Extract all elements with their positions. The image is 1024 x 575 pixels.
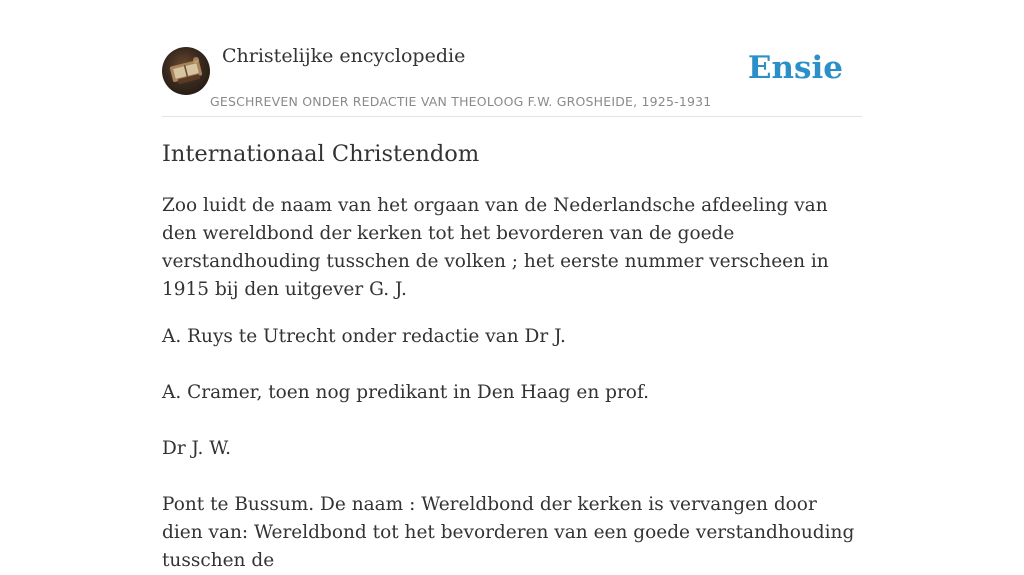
ensie-logo-link[interactable]: Ensie — [747, 50, 843, 86]
encyclopedia-avatar[interactable] — [162, 47, 210, 95]
book-image-icon — [162, 47, 210, 95]
article-paragraph: Pont te Bussum. De naam : Wereldbond der kerken is vervangen door dien van: Wereldbond tot het bevorderen van een goede verstandhouding tusschen de — [162, 494, 855, 571]
site-subtitle: GESCHREVEN ONDER REDACTIE VAN THEOLOOG F.W. GROSHEIDE, 1925-1931 — [210, 94, 712, 109]
article-title: Internationaal Christendom — [162, 141, 480, 167]
site-title[interactable]: Christelijke encyclopedie — [222, 45, 466, 67]
site-header — [162, 0, 862, 117]
article-paragraph: A. Ruys te Utrecht onder redactie van Dr J. — [162, 326, 566, 347]
article-paragraph: Dr J. W. — [162, 438, 231, 459]
article-paragraph: Zoo luidt de naam van het orgaan van de Nederlandsche afdeeling van den wereldbond der kerken tot het bevorderen van de goede verstandhouding tusschen de volken ; het eerste nummer verscheen in 1915 bij den uitgever G. J. — [162, 195, 829, 300]
article — [162, 138, 862, 575]
article-paragraph: A. Cramer, toen nog predikant in Den Haag en prof. — [162, 382, 650, 403]
